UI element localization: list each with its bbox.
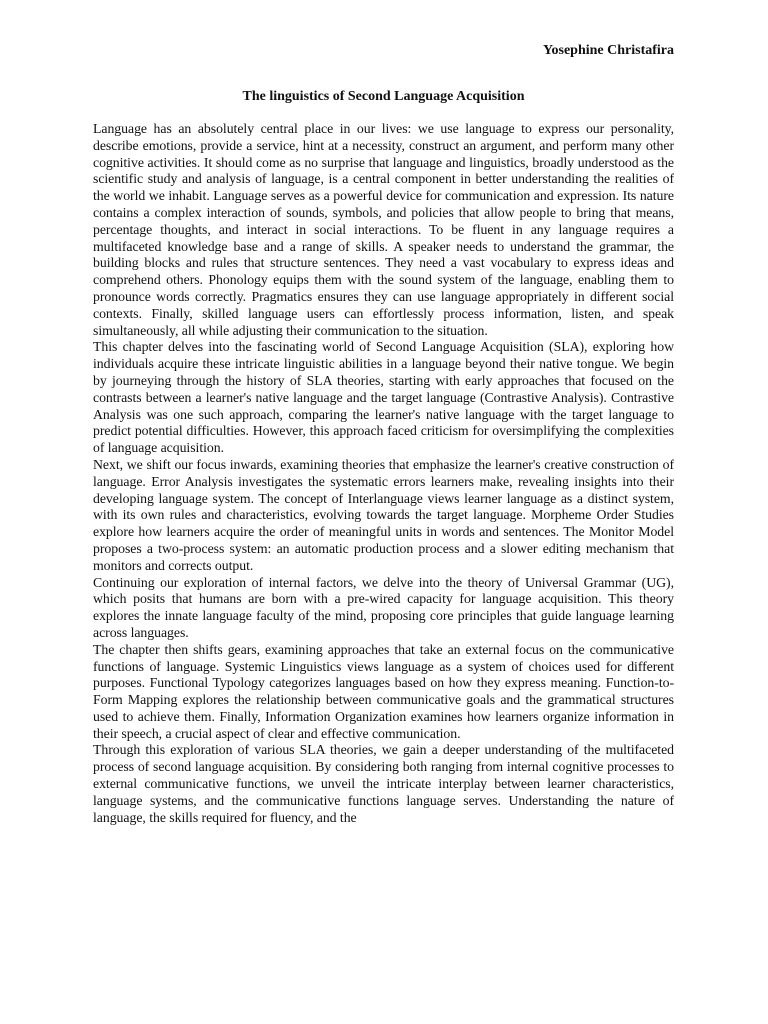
paragraph-3: Next, we shift our focus inwards, examining theories that emphasize the learner's creative construction of language. Error Analysis investigates the systematic errors learners make, revealing insights into their developing language system. The concept of Interlanguage views learner language as a distinct system, with its own rules and characteristics, evolving towards the target language. Morpheme Order Studies explore how learners acquire the order of meaningful units in words and sentences. The Monitor Model proposes a two-process system: an automatic production process and a slower editing mechanism that monitors and corrects output. bbox=[93, 456, 674, 573]
paragraph-5: The chapter then shifts gears, examining approaches that take an external focus on the communicative functions of language. Systemic Linguistics views language as a system of choices used for different purposes. Functional Typology categorizes languages based on how they express meaning. Function-to-Form Mapping explores the relationship between communicative goals and the grammatical structures used to achieve them. Finally, Information Organization examines how learners organize information in their speech, a crucial aspect of clear and effective communication. bbox=[93, 641, 674, 741]
author-name: Yosephine Christafira bbox=[542, 43, 674, 58]
document-body bbox=[93, 121, 674, 1011]
document-page bbox=[93, 0, 674, 1024]
document-title: The linguistics of Second Language Acquisition bbox=[242, 89, 525, 104]
paragraph-2: This chapter delves into the fascinating world of Second Language Acquisition (SLA), exploring how individuals acquire these intricate linguistic abilities in a language beyond their native tongue. We begin by journeying through the history of SLA theories, starting with early approaches that focused on the contrasts between a learner's native language and the target language (Contrastive Analysis). Contrastive Analysis was one such approach, comparing the learner's native language with the target language to predict potential difficulties. However, this approach faced criticism for oversimplifying the complexities of language acquisition. bbox=[93, 339, 674, 456]
paragraph-4: Continuing our exploration of internal factors, we delve into the theory of Universal Grammar (UG), which posits that humans are born with a pre-wired capacity for language acquisition. This theory explores the innate language faculty of the mind, proposing core principles that guide language learning across languages. bbox=[93, 574, 674, 640]
paragraph-1: Language has an absolutely central place in our lives: we use language to express our personality, describe emotions, provide a service, hint at a necessity, construct an argument, and perform many other cognitive activities. It should come as no surprise that language and linguistics, broadly understood as the scientific study and analysis of language, is a central component in better understanding the realities of the world we inhabit. Language serves as a powerful device for communication and expression. Its nature contains a complex interaction of sounds, symbols, and policies that allow people to bring that means, percentage thoughts, and interact in social interactions. To be fluent in any language requires a multifaceted knowledge base and a range of skills. A speaker needs to understand the grammar, the building blocks and rules that structure sentences. They need a vast vocabulary to express ideas and comprehend others. Phonology equips them with the sound system of the language, enabling them to pronounce words correctly. Pragmatics ensures they can use language appropriately in different social contexts. Finally, skilled language users can effortlessly process information, listen, and speak simultaneously, all while adjusting their communication to the situation. bbox=[93, 121, 674, 338]
paragraph-6: Through this exploration of various SLA theories, we gain a deeper understanding of the multifaceted process of second language acquisition. By considering both ranging from internal cognitive processes to external communicative functions, we unveil the intricate interplay between learner characteristics, language systems, and the communicative functions language serves. Understanding the nature of language, the skills required for fluency, and the bbox=[93, 742, 674, 825]
